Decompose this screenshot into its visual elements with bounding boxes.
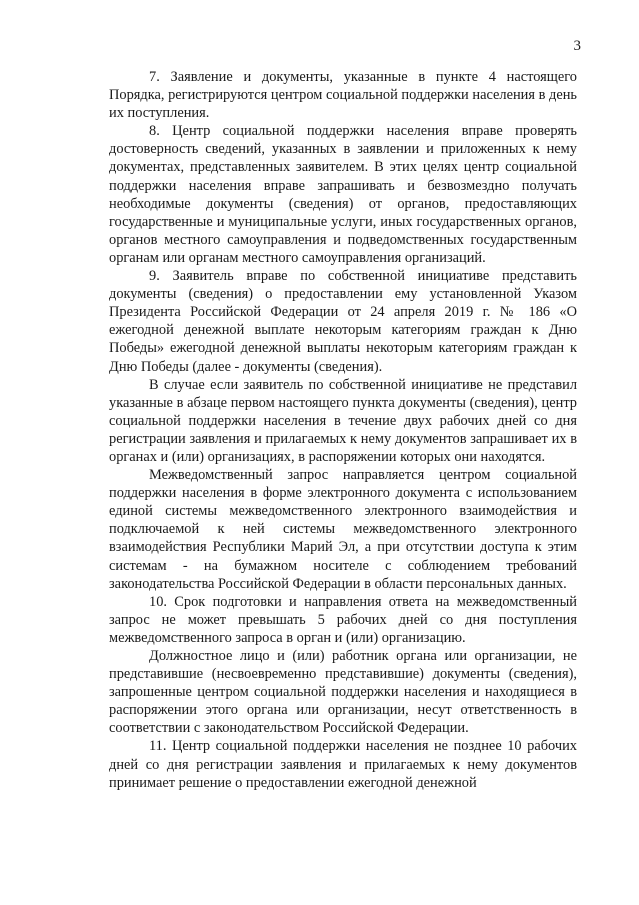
- paragraph-11: 11. Центр социальной поддержки населения не позднее 10 рабочих дней со дня регистрации заявления и прилагаемых к нему документов принимает решение о предоставлении ежегодной денежной: [109, 738, 577, 791]
- paragraph-9-part-3: Межведомственный запрос направляется центром социальной поддержки населения в форме электронного документа с использованием единой системы межведомственного электронного взаимодействия и подключаемой к ней системы межведомственного электронного взаимодействия Республики Марий Эл, а при отсутствии доступа к этим системам - на бумажном носителе с соблюдением требований законодательства Российской Федерации в области персональных данных.: [109, 467, 577, 592]
- paragraph-10: 10. Срок подготовки и направления ответа на межведомственный запрос не может превышать 5 рабочих дней со дня поступления межведомственного запроса в орган и (или) организацию.: [109, 593, 577, 646]
- paragraph-8: 8. Центр социальной поддержки населения вправе проверять достоверность сведений, указанных в заявлении и приложенных к нему документах, представленных заявителем. В этих целях центр социальной поддержки населения вправе запрашивать и безвозмездно получать необходимые документы (сведения) от органов, предоставляющих государственные и муниципальные услуги, иных государственных органов, органов местного самоуправления и подведомственных государственным органам или органам местного самоуправления организаций.: [109, 123, 577, 266]
- paragraph-9: 9. Заявитель вправе по собственной инициативе представить документы (сведения) о предоставлении ему установленной Указом Президента Российской Федерации от 24 апреля 2019 г. № 186 «О ежегодной денежной выплате некоторым категориям граждан к Дню Победы» ежегодной денежной выплаты некоторым категориям граждан к Дню Победы (далее - документы (сведения).: [109, 268, 577, 375]
- paragraph-10-part-2: Должностное лицо и (или) работник органа или организации, не представившие (несвоевременно представившие) документы (сведения), запрошенные центром социальной поддержки населения и находящиеся в распоряжении этого органа или организации, несут ответственность в соответствии с законодательством Российской Федерации.: [109, 648, 577, 737]
- document-body: [109, 68, 577, 792]
- paragraph-9-part-2: В случае если заявитель по собственной инициативе не представил указанные в абзаце первом настоящего пункта документы (сведения), центр социальной поддержки населения в течение двух рабочих дней со дня регистрации заявления и прилагаемых к нему документов запрашивает их в органах и (или) организациях, в распоряжении которых они находятся.: [109, 376, 577, 465]
- page-number: 3: [573, 38, 581, 54]
- paragraph-7: 7. Заявление и документы, указанные в пункте 4 настоящего Порядка, регистрируются центром социальной поддержки населения в день их поступления.: [109, 69, 577, 122]
